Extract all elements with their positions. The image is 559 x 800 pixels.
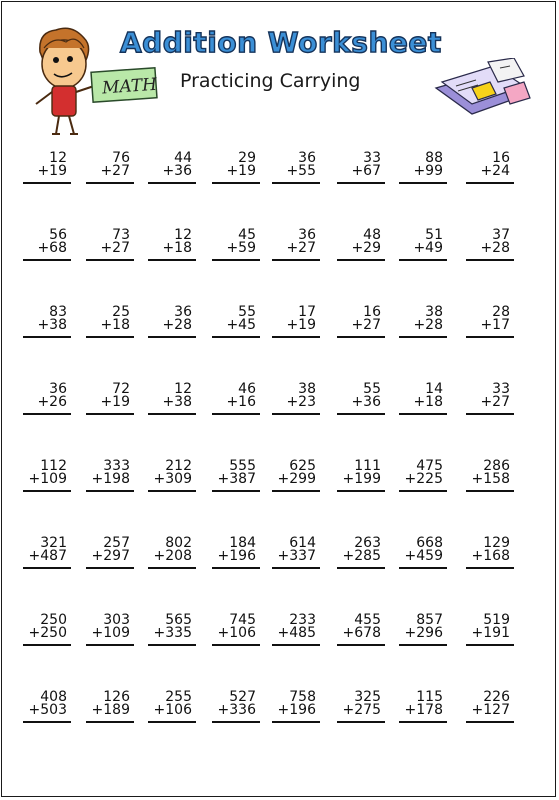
addend-top: 38 xyxy=(298,381,316,397)
worksheet-header xyxy=(2,2,555,142)
addend-bottom: +27 xyxy=(100,240,130,256)
addend-bottom: +36 xyxy=(351,394,381,410)
addend-top: 250 xyxy=(40,612,67,628)
addend-top: 46 xyxy=(238,381,256,397)
page-title: Addition Worksheet xyxy=(120,26,442,59)
answer-line xyxy=(466,721,514,723)
addend-bottom: +28 xyxy=(162,317,192,333)
addition-problem xyxy=(27,691,67,719)
addition-problem xyxy=(341,152,381,180)
addend-bottom: +275 xyxy=(342,702,381,718)
addend-top: 14 xyxy=(425,381,443,397)
addition-problem xyxy=(470,383,510,411)
addition-problem xyxy=(152,537,192,565)
addend-top: 112 xyxy=(40,458,67,474)
problem-row xyxy=(2,306,555,366)
answer-line xyxy=(23,490,71,492)
answer-line xyxy=(466,567,514,569)
answer-line xyxy=(337,336,385,338)
addition-problem xyxy=(216,460,256,488)
addend-bottom: +17 xyxy=(480,317,510,333)
addend-bottom: +208 xyxy=(153,548,192,564)
addend-top: 33 xyxy=(363,150,381,166)
answer-line xyxy=(148,336,196,338)
addend-bottom: +285 xyxy=(342,548,381,564)
answer-line xyxy=(148,644,196,646)
answer-line xyxy=(23,259,71,261)
answer-line xyxy=(337,644,385,646)
addend-top: 758 xyxy=(289,689,316,705)
addition-problem xyxy=(216,614,256,642)
addition-problem xyxy=(470,229,510,257)
answer-line xyxy=(466,336,514,338)
answer-line xyxy=(272,413,320,415)
answer-line xyxy=(399,413,447,415)
answer-line xyxy=(399,259,447,261)
addition-problem xyxy=(341,460,381,488)
addition-problem xyxy=(27,229,67,257)
addition-problem xyxy=(27,383,67,411)
addend-bottom: +45 xyxy=(226,317,256,333)
answer-line xyxy=(148,490,196,492)
addend-top: 111 xyxy=(354,458,381,474)
addition-problem xyxy=(152,691,192,719)
addend-top: 565 xyxy=(165,612,192,628)
addend-bottom: +199 xyxy=(342,471,381,487)
addend-bottom: +24 xyxy=(480,163,510,179)
problem-row xyxy=(2,537,555,597)
addend-top: 36 xyxy=(174,304,192,320)
answer-line xyxy=(86,336,134,338)
addition-problem xyxy=(276,152,316,180)
addend-bottom: +27 xyxy=(100,163,130,179)
answer-line xyxy=(466,490,514,492)
answer-line xyxy=(399,721,447,723)
answer-line xyxy=(86,259,134,261)
addition-problem xyxy=(90,460,130,488)
addend-bottom: +59 xyxy=(226,240,256,256)
answer-line xyxy=(212,721,260,723)
addend-top: 36 xyxy=(298,150,316,166)
addition-problem xyxy=(403,460,443,488)
answer-line xyxy=(212,567,260,569)
problem-row xyxy=(2,152,555,212)
addend-top: 408 xyxy=(40,689,67,705)
answer-line xyxy=(337,567,385,569)
addend-bottom: +27 xyxy=(480,394,510,410)
addend-bottom: +250 xyxy=(28,625,67,641)
answer-line xyxy=(337,721,385,723)
addition-problem xyxy=(341,383,381,411)
addition-problem xyxy=(403,229,443,257)
addend-top: 212 xyxy=(165,458,192,474)
addend-bottom: +19 xyxy=(286,317,316,333)
addition-problem xyxy=(276,691,316,719)
answer-line xyxy=(86,413,134,415)
addend-top: 115 xyxy=(416,689,443,705)
answer-line xyxy=(399,567,447,569)
addend-top: 16 xyxy=(492,150,510,166)
addition-problem xyxy=(216,691,256,719)
answer-line xyxy=(23,413,71,415)
addend-bottom: +99 xyxy=(413,163,443,179)
addition-problem xyxy=(403,152,443,180)
addition-problem xyxy=(152,383,192,411)
answer-line xyxy=(86,567,134,569)
addend-bottom: +27 xyxy=(351,317,381,333)
addend-bottom: +19 xyxy=(100,394,130,410)
addend-bottom: +109 xyxy=(28,471,67,487)
addend-top: 303 xyxy=(103,612,130,628)
addend-bottom: +191 xyxy=(471,625,510,641)
answer-line xyxy=(466,182,514,184)
math-sign-text: MATH xyxy=(101,74,158,99)
problem-row xyxy=(2,460,555,520)
addition-problem xyxy=(470,460,510,488)
addition-problem xyxy=(90,152,130,180)
addition-problem xyxy=(470,691,510,719)
answer-line xyxy=(272,490,320,492)
addend-bottom: +196 xyxy=(277,702,316,718)
addend-bottom: +18 xyxy=(162,240,192,256)
addend-bottom: +28 xyxy=(413,317,443,333)
addition-problem xyxy=(216,152,256,180)
problem-row xyxy=(2,383,555,443)
addend-top: 36 xyxy=(298,227,316,243)
addition-problem xyxy=(276,306,316,334)
addition-problem xyxy=(152,229,192,257)
addend-bottom: +178 xyxy=(404,702,443,718)
addend-top: 257 xyxy=(103,535,130,551)
addend-bottom: +225 xyxy=(404,471,443,487)
answer-line xyxy=(272,259,320,261)
answer-line xyxy=(337,413,385,415)
answer-line xyxy=(23,644,71,646)
addition-problem xyxy=(90,614,130,642)
addition-problem xyxy=(276,614,316,642)
worksheet-page xyxy=(1,1,556,797)
addend-bottom: +106 xyxy=(217,625,256,641)
answer-line xyxy=(23,567,71,569)
addend-top: 55 xyxy=(363,381,381,397)
addend-bottom: +299 xyxy=(277,471,316,487)
addend-top: 44 xyxy=(174,150,192,166)
addend-bottom: +38 xyxy=(37,317,67,333)
addend-bottom: +68 xyxy=(37,240,67,256)
addition-problem xyxy=(152,306,192,334)
addend-bottom: +459 xyxy=(404,548,443,564)
answer-line xyxy=(86,644,134,646)
addend-top: 233 xyxy=(289,612,316,628)
flash-cards-icon xyxy=(432,58,532,120)
addend-bottom: +106 xyxy=(153,702,192,718)
answer-line xyxy=(86,490,134,492)
addition-problem xyxy=(470,537,510,565)
addend-bottom: +196 xyxy=(217,548,256,564)
addition-problem xyxy=(403,691,443,719)
addend-top: 28 xyxy=(492,304,510,320)
answer-line xyxy=(337,182,385,184)
addend-top: 38 xyxy=(425,304,443,320)
addend-top: 48 xyxy=(363,227,381,243)
addition-problem xyxy=(27,306,67,334)
addend-bottom: +198 xyxy=(91,471,130,487)
addend-bottom: +18 xyxy=(100,317,130,333)
answer-line xyxy=(212,336,260,338)
addend-top: 333 xyxy=(103,458,130,474)
addend-bottom: +335 xyxy=(153,625,192,641)
addend-top: 325 xyxy=(354,689,381,705)
addend-bottom: +19 xyxy=(226,163,256,179)
addition-problem xyxy=(90,537,130,565)
addend-top: 36 xyxy=(49,381,67,397)
addend-top: 255 xyxy=(165,689,192,705)
answer-line xyxy=(23,182,71,184)
addend-top: 519 xyxy=(483,612,510,628)
addition-problem xyxy=(276,460,316,488)
addend-bottom: +189 xyxy=(91,702,130,718)
addend-bottom: +49 xyxy=(413,240,443,256)
problem-row xyxy=(2,614,555,674)
addend-top: 745 xyxy=(229,612,256,628)
addition-problem xyxy=(470,306,510,334)
addend-bottom: +18 xyxy=(413,394,443,410)
addition-problem xyxy=(403,537,443,565)
addend-top: 126 xyxy=(103,689,130,705)
addend-top: 455 xyxy=(354,612,381,628)
answer-line xyxy=(272,644,320,646)
addition-problem xyxy=(27,460,67,488)
addend-top: 802 xyxy=(165,535,192,551)
addend-bottom: +337 xyxy=(277,548,316,564)
answer-line xyxy=(212,413,260,415)
answer-line xyxy=(212,644,260,646)
addend-bottom: +678 xyxy=(342,625,381,641)
addend-top: 12 xyxy=(174,381,192,397)
addend-top: 226 xyxy=(483,689,510,705)
answer-line xyxy=(212,490,260,492)
answer-line xyxy=(86,721,134,723)
addend-bottom: +309 xyxy=(153,471,192,487)
answer-line xyxy=(148,182,196,184)
addend-bottom: +55 xyxy=(286,163,316,179)
addend-bottom: +27 xyxy=(286,240,316,256)
addition-problem xyxy=(90,691,130,719)
addend-top: 73 xyxy=(112,227,130,243)
addend-top: 55 xyxy=(238,304,256,320)
answer-line xyxy=(399,182,447,184)
addend-top: 129 xyxy=(483,535,510,551)
addition-problem xyxy=(403,383,443,411)
addition-problem xyxy=(216,306,256,334)
addend-bottom: +36 xyxy=(162,163,192,179)
addition-problem xyxy=(216,383,256,411)
addend-bottom: +503 xyxy=(28,702,67,718)
addend-top: 76 xyxy=(112,150,130,166)
addend-bottom: +67 xyxy=(351,163,381,179)
answer-line xyxy=(272,721,320,723)
addend-bottom: +127 xyxy=(471,702,510,718)
addend-bottom: +297 xyxy=(91,548,130,564)
addend-bottom: +23 xyxy=(286,394,316,410)
addend-top: 37 xyxy=(492,227,510,243)
addend-bottom: +28 xyxy=(480,240,510,256)
addition-problem xyxy=(216,537,256,565)
answer-line xyxy=(23,336,71,338)
addend-bottom: +19 xyxy=(37,163,67,179)
page-subtitle: Practicing Carrying xyxy=(180,70,361,92)
addend-top: 88 xyxy=(425,150,443,166)
addition-problem xyxy=(341,537,381,565)
answer-line xyxy=(148,567,196,569)
addend-top: 72 xyxy=(112,381,130,397)
addend-bottom: +485 xyxy=(277,625,316,641)
addend-top: 56 xyxy=(49,227,67,243)
answer-line xyxy=(399,644,447,646)
answer-line xyxy=(466,259,514,261)
addend-top: 555 xyxy=(229,458,256,474)
addend-top: 25 xyxy=(112,304,130,320)
answer-line xyxy=(272,567,320,569)
addend-top: 321 xyxy=(40,535,67,551)
addition-problem xyxy=(470,614,510,642)
addend-top: 45 xyxy=(238,227,256,243)
addend-top: 263 xyxy=(354,535,381,551)
addend-bottom: +296 xyxy=(404,625,443,641)
addend-top: 12 xyxy=(49,150,67,166)
addend-top: 857 xyxy=(416,612,443,628)
addend-top: 527 xyxy=(229,689,256,705)
addend-top: 625 xyxy=(289,458,316,474)
addend-top: 12 xyxy=(174,227,192,243)
answer-line xyxy=(148,721,196,723)
addition-problem xyxy=(27,537,67,565)
addition-problem xyxy=(27,152,67,180)
answer-line xyxy=(86,182,134,184)
addition-problem xyxy=(216,229,256,257)
addition-problem xyxy=(341,306,381,334)
answer-line xyxy=(466,413,514,415)
addend-top: 33 xyxy=(492,381,510,397)
addend-bottom: +168 xyxy=(471,548,510,564)
problem-row xyxy=(2,691,555,751)
addend-bottom: +16 xyxy=(226,394,256,410)
answer-line xyxy=(212,182,260,184)
addition-problem xyxy=(27,614,67,642)
addition-problem xyxy=(341,229,381,257)
addition-problem xyxy=(276,383,316,411)
answer-line xyxy=(272,182,320,184)
answer-line xyxy=(148,413,196,415)
answer-line xyxy=(466,644,514,646)
addend-top: 83 xyxy=(49,304,67,320)
answer-line xyxy=(23,721,71,723)
addition-problem xyxy=(90,306,130,334)
addend-top: 17 xyxy=(298,304,316,320)
addition-problem xyxy=(341,691,381,719)
answer-line xyxy=(148,259,196,261)
answer-line xyxy=(337,259,385,261)
addition-problem xyxy=(90,229,130,257)
addition-problem xyxy=(276,229,316,257)
answer-line xyxy=(272,336,320,338)
problem-row xyxy=(2,229,555,289)
addition-problem xyxy=(90,383,130,411)
addend-bottom: +109 xyxy=(91,625,130,641)
addition-problem xyxy=(403,306,443,334)
addend-bottom: +387 xyxy=(217,471,256,487)
addition-problem xyxy=(152,460,192,488)
addend-bottom: +336 xyxy=(217,702,256,718)
addend-bottom: +26 xyxy=(37,394,67,410)
addition-problem xyxy=(470,152,510,180)
addend-top: 475 xyxy=(416,458,443,474)
addition-problem xyxy=(403,614,443,642)
addition-problem xyxy=(152,152,192,180)
addition-problem xyxy=(152,614,192,642)
addend-top: 16 xyxy=(363,304,381,320)
addend-top: 51 xyxy=(425,227,443,243)
addend-bottom: +38 xyxy=(162,394,192,410)
addend-top: 184 xyxy=(229,535,256,551)
addend-top: 614 xyxy=(289,535,316,551)
addend-top: 286 xyxy=(483,458,510,474)
addend-top: 668 xyxy=(416,535,443,551)
addition-problem xyxy=(341,614,381,642)
answer-line xyxy=(399,490,447,492)
answer-line xyxy=(337,490,385,492)
addition-problem xyxy=(276,537,316,565)
addend-bottom: +487 xyxy=(28,548,67,564)
addend-bottom: +29 xyxy=(351,240,381,256)
addend-top: 29 xyxy=(238,150,256,166)
addend-bottom: +158 xyxy=(471,471,510,487)
answer-line xyxy=(212,259,260,261)
answer-line xyxy=(399,336,447,338)
